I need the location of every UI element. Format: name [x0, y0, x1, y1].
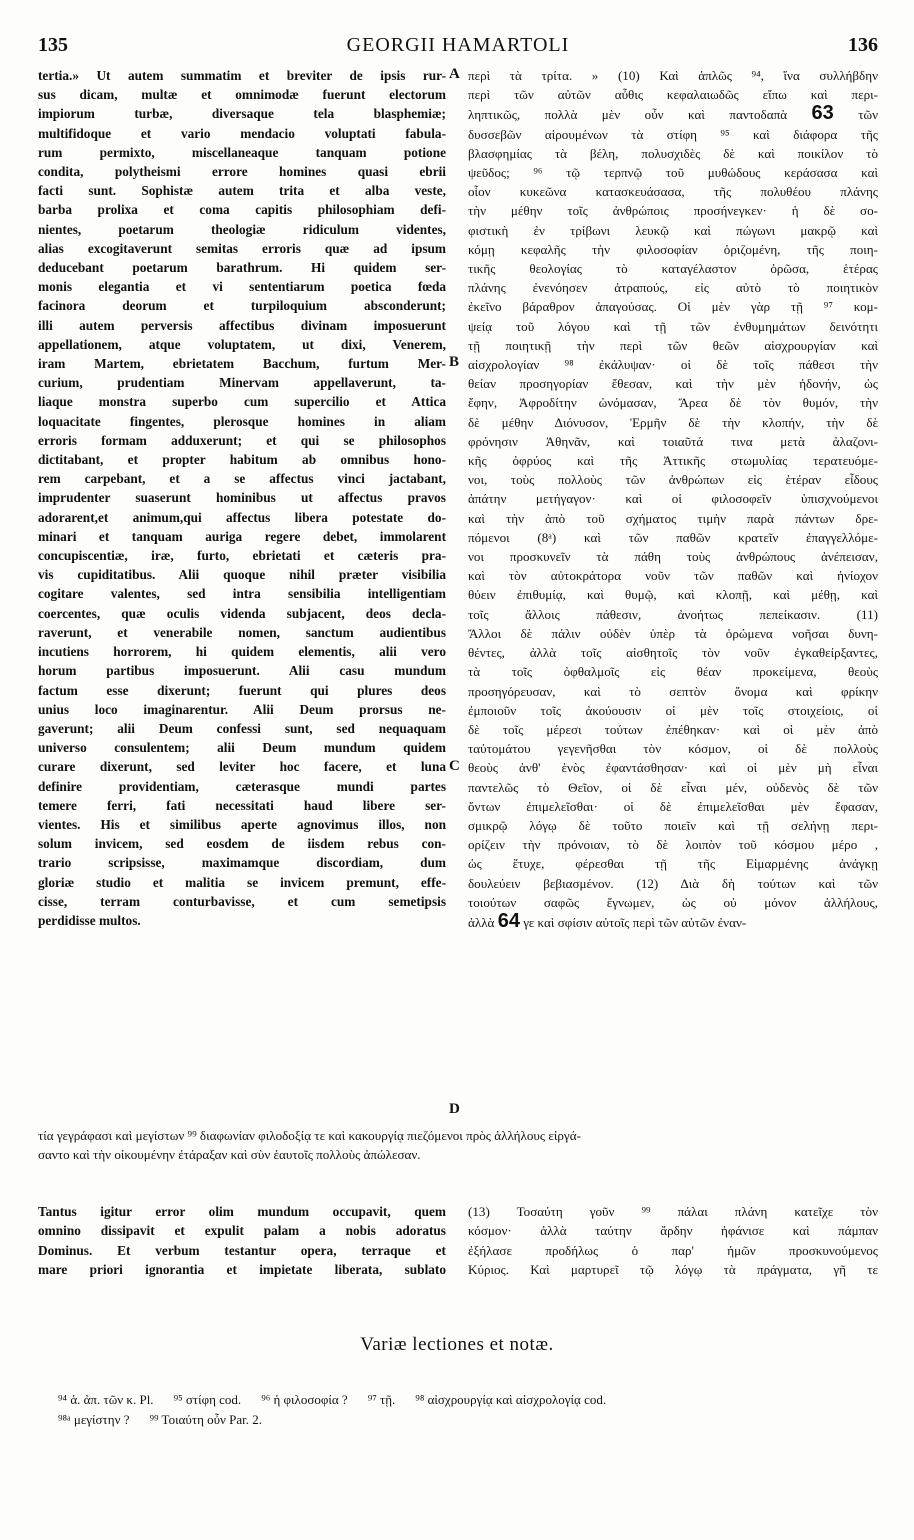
latin-text-line: liaque monstra superbo cum supercilio et Attica [38, 394, 446, 410]
page-header [38, 34, 878, 60]
greek-text-line: ἔφην, Ἀφροδίτην ὠνόμασαν, Ἄρεα δὲ τὸν θυμόν, τὴν [468, 395, 878, 411]
greek-text-line: σμικρῷ λόγῳ δὲ τοῦτο ποιεῖν καὶ τῇ σελήνῃ περι- [468, 817, 878, 833]
latin-text-line: cogitare valentes, sed intra sensibilia intelligentiam [38, 586, 446, 602]
latin-text-line: minari et tanquam auriga regere debet, immolarent [38, 528, 446, 544]
greek-text-line: ψεῦδος; ⁹⁶ τῷ τερπνῷ τοῦ μυθώδους κεράσασα καὶ [468, 165, 878, 181]
greek-text-line: προσηγόρευσαν, καὶ τὸ σεπτὸν ὄνομα καὶ φρίκην [468, 683, 878, 699]
page-mark: 64 [497, 911, 520, 932]
greek-lower-line: (13) Τοσαύτη γοῦν ⁹⁹ πάλαι πλάνη κατεῖχε τὸν [468, 1204, 878, 1219]
greek-text-line: θύειν ἐπιθυμίᾳ, καὶ θυμῷ, καὶ κλοπῇ, καὶ μέθῃ, καὶ [468, 587, 878, 603]
greek-wide-text [38, 1126, 878, 1164]
latin-text-line: temere ferri, fati necessitati haud libere ser- [38, 797, 446, 813]
latin-text-line: tertia.» Ut autem summatim et breviter de ipsis rur- [38, 68, 446, 83]
latin-text-line: dictitabant, et propter habitum ab omnibus hono- [38, 452, 446, 468]
latin-text-line: factum esse dixerunt; fuerunt qui plures deos [38, 682, 446, 698]
greek-text-line: δὲ μέθην Διόνυσον, Ἑρμῆν δὲ τὴν κλοπήν, τὴν δὲ [468, 414, 878, 430]
page-number-right: 136 [848, 34, 878, 56]
greek-text-line: νοι προσκυνεῖν τὰ πάθη τοὺς ἀνθρώπους ἀνέπεισαν, [468, 549, 878, 565]
latin-text-line: incutiens horrorem, hi quidem elementis, alii vero [38, 644, 446, 660]
greek-text-line: τὰ τοῖς ὀφθαλμοῖς εἰς θέαν προκείμενα, θεοὺς [468, 664, 878, 680]
latin-text-line: rem carpebant, et a se affectus vinci jactabant, [38, 471, 446, 487]
greek-text-line: δουλεύειν βεβιασμένον. (12) Διὰ δὴ τούτων καὶ τῶν [468, 875, 878, 891]
latin-text-line: loquacitate fingentes, plerosque homines in aliam [38, 413, 446, 429]
footnote-entry: ⁹⁹ Τοιαύτη οὖν Par. 2. [149, 1412, 263, 1427]
latin-text-line: deducebant poetarum barathrum. Hi quidem ser- [38, 260, 446, 276]
latin-text-line: raverunt, et venerabile nomen, sanctum audientibus [38, 624, 446, 640]
latin-text-line: condita, polytheismi errore homines quasi ebrii [38, 164, 446, 180]
greek-text-line: νοι, τοὺς πολλοὺς τῶν ἀνθρώπων εἰς ἑτέραν εἶδους [468, 472, 878, 488]
latin-lower-line: Tantus igitur error olim mundum occupavit, quem [38, 1204, 446, 1219]
latin-column-lower [38, 1202, 446, 1280]
section-marker-b: B [449, 354, 460, 370]
footnote-entry: ⁹⁷ τῇ. [367, 1392, 396, 1407]
footnote-entry: ⁹⁴ ἁ. ἀπ. τῶν κ. Pl. [58, 1392, 154, 1407]
latin-text-line: gloriæ studio et malitia se invicem premunt, effe- [38, 874, 446, 890]
latin-text-line: facti sunt. Sophistæ autem trita et alba veste, [38, 183, 446, 199]
page-number-left: 135 [38, 34, 68, 56]
greek-text-line: οἷον κυκεῶνα κατασκευάσασα, τῆς πολυθέου πλάνης [468, 184, 878, 200]
latin-text-line: alias excogitaverunt semitas erroris quæ ad ipsum [38, 240, 446, 256]
latin-text-line: monis elegantia et vi sententiarum poetica fœda [38, 279, 446, 295]
latin-text-line: trario scripsisse, maximamque discordiam, dum [38, 855, 446, 871]
greek-text-line: αἰσχρολογίαν ⁹⁸ ἐκάλυψαν· οἱ δὲ τοῖς πάθεσι τὴν [468, 357, 878, 373]
footnotes-line-1 [58, 1390, 888, 1410]
greek-text-line: καὶ τὴν ἀπὸ τοῦ σχήματος τιμὴν παρὰ πάντων δρε- [468, 510, 878, 526]
latin-text-line: barba prolixa et coma capitis philosophiam defi- [38, 202, 446, 218]
latin-text-line: adorarent,et animum,qui affectus libera potestate do- [38, 509, 446, 525]
page-mark: 63 [811, 104, 834, 125]
section-marker-c: C [449, 758, 460, 774]
latin-column [38, 66, 446, 930]
greek-text-line: δὲ τοῖς μέρεσι τούτων ἐπέθηκαν· καὶ οἱ μὲν ἀπὸ [468, 721, 878, 737]
greek-text-line: ἀλλὰ 64 γε καὶ σφίσιν αὐτοῖς περὶ τῶν αὐτῶν ἐναν- [468, 911, 747, 932]
greek-text-line: πλάνης ἐνενόησεν ἀτραπούς, εἰς αὐτὸ τὸ ποιητικὸν [468, 280, 878, 296]
greek-text-line: πόμενοι (8ᵃ) καὶ τῶν παθῶν κρατεῖν ἐπαγγελλόμε- [468, 529, 878, 545]
greek-text-line: ληπτικῶς, πολλὰ μὲν οὖν καὶ παντοδαπὰ 63 τῶν [468, 104, 878, 125]
greek-text-line: ταὐτομάτου γεγενῆσθαι τὸν κόσμον, οἱ δὲ πολλοὺς [468, 741, 878, 757]
greek-text-line: θείαν προσηγορίαν ἔθεσαν, καὶ τὴν μὲν ἡδονήν, ὡς [468, 376, 878, 392]
latin-lower-line: Dominus. Et verbum testantur opera, terraque et [38, 1242, 446, 1258]
latin-text-line: sus dicam, multæ et omnimodæ fuerunt electorum [38, 87, 446, 103]
latin-text-line: appellationem, atque voluptatem, ut dixi, Venerem, [38, 336, 446, 352]
latin-text-line: universo consulentem; alii Deum mundum quidem [38, 740, 446, 756]
latin-text-line: imprudenter suaserunt hominibus ut affectus pravos [38, 490, 446, 506]
latin-text-line: impiorum turbæ, diversaque tela blasphemiæ; [38, 106, 446, 122]
footnotes [58, 1390, 888, 1430]
greek-text-line: ὄντων ἐπιμελεῖσθαι· οἱ δὲ ἐπιμελεῖσθαι μὲν ἔφασαν, [468, 798, 878, 814]
greek-text-line: τῇ ποιητικῇ τὴν περὶ τῶν θεῶν αἰσχρουργίαν καὶ [468, 337, 878, 353]
latin-text-line: rum permixto, miscellaneaque tanquam potione [38, 144, 446, 160]
greek-wide-line: τία γεγράφασι καὶ μεγίστων ⁹⁹ διαφωνίαν φιλοδοξίᾳ τε καὶ κακουργίᾳ πιεζόμενοι πρὸς ἀλλήλους εἰργά- [38, 1128, 581, 1143]
greek-text-line: τικῆς θεολογίας τὸ καταγέλαστον ὁρῶσα, ἑτέρας [468, 261, 878, 277]
footnotes-line-2 [58, 1410, 888, 1430]
latin-text-line: horum partibus imposuerunt. Alii casu mundum [38, 663, 446, 679]
section-marker-a: A [449, 66, 460, 82]
greek-text-line: θέντες, ἀλλὰ τοῖς αἰσθητοῖς τὸν νοῦν ἐγκαθείρξαντες, [468, 645, 878, 661]
footnote-entry: ⁹⁶ ἡ φιλοσοφία ? [261, 1392, 348, 1407]
greek-text-line: φιστικὴ ἐν τρίβωνι λευκῷ καὶ πώγωνι μακρῷ καὶ [468, 222, 878, 238]
greek-text-line: ἐμποιοῦν τοῖς ἀκούουσιν οἱ μὲν τοῖς στοιχείοις, οἱ [468, 702, 878, 718]
greek-text-line: καὶ τὸν αὐτοκράτορα νοῦν τῶν παθῶν καὶ ἡνίοχον [468, 568, 878, 584]
latin-text-line: curium, prudentiam Minervam appellaverunt, ta- [38, 375, 446, 391]
latin-text-line: iram Martem, ebrietatem Bacchum, furtum Mer- [38, 356, 446, 372]
latin-lower-line: mare priori ignorantia et impietate liberata, sublato [38, 1262, 446, 1278]
latin-text-line: coercentes, quæ oculis videnda subjacent, deos decla- [38, 605, 446, 621]
greek-text-line: ἐκεῖνο βάραθρον ἀπαγούσας. Οἱ μὲν γὰρ τῇ ⁹⁷ κομ- [468, 299, 878, 315]
greek-wide-line: σαντο καὶ τὴν οἰκουμένην ἐτάραξαν καὶ σὺν ἑαυτοῖς πολλοὺς ἀπώλεσαν. [38, 1147, 421, 1163]
latin-text-line: solum invicem, sed eosdem de iisdem rebus con- [38, 836, 446, 852]
latin-text-line: definire providentiam, cæterasque mundi partes [38, 778, 446, 794]
greek-column [468, 66, 878, 932]
greek-text-line: τὴν μέθην τοῖς ἀνθρώποις προσήνεγκεν· ἡ δὲ σο- [468, 203, 878, 219]
footnote-entry: ⁹⁸ᵃ μεγίστην ? [58, 1412, 130, 1427]
greek-lower-line: κόσμον· ἀλλὰ ταύτην ἄρδην ἠφάνισε καὶ πάμπαν [468, 1223, 878, 1239]
running-title: GEORGII HAMARTOLI [346, 34, 570, 56]
latin-text-line: unius loco imaginarentur. Alii Deum prorsus ne- [38, 701, 446, 717]
latin-text-line: curare dixerunt, sed leviter hoc facere, et luna [38, 759, 446, 775]
latin-text-line: nientes, poetarum theologiæ ridiculum videntes, [38, 221, 446, 237]
greek-text-line: δυσσεβῶν αἱρουμένων τὰ στίφη ⁹⁵ καὶ διάφορα τῆς [468, 126, 878, 142]
latin-text-line: facinora deorum et turpiloquium absconderunt; [38, 298, 446, 314]
section-marker-d: D [449, 1101, 460, 1117]
latin-lower-line: omnino dissipavit et expulit palam a nobis adoratus [38, 1223, 446, 1239]
greek-text-line: τοιούτων σαφῶς ἔγνωμεν, ὡς οὐ μόνον ἀλλήλους, [468, 894, 878, 910]
latin-text-line: erroris formam adduxerunt; et qui se philosophos [38, 432, 446, 448]
latin-text-line: vis cupiditatibus. Alii quoque nihil præter visibilia [38, 567, 446, 583]
greek-lower-line: Κύριος. Καὶ μαρτυρεῖ τῷ λόγῳ τὰ πράγματα, γῆ τε [468, 1262, 878, 1278]
greek-text-line: φρόνησιν Ἀθηνᾶν, καὶ τοιαῦτά τινα μετὰ ἀλαζονι- [468, 433, 878, 449]
greek-text-line: κῆς ὀφρύος καὶ τῆς Ἀττικῆς στωμυλίας τερατευόμε- [468, 453, 878, 469]
footnote-entry: ⁹⁵ στίφη cod. [173, 1392, 242, 1407]
greek-column-lower [468, 1202, 878, 1280]
latin-text-line: multifidoque et vario mendacio voluptati fabula- [38, 125, 446, 141]
notes-heading: Variæ lectiones et notæ. [360, 1334, 554, 1355]
latin-text-line: illi autem perversis affectibus divinam imposuerunt [38, 317, 446, 333]
greek-text-line: Ἄλλοι δὲ πάλιν οὐδὲν ὑπὲρ τὰ ὁρώμενα νοῆσαι δυνη- [468, 625, 878, 641]
latin-text-line: gaverunt; alii Deum confessi sunt, sed nequaquam [38, 720, 446, 736]
latin-text-line: vientes. His et similibus aperte agnovimus illos, non [38, 816, 446, 832]
latin-text-line: perdidisse multos. [38, 912, 141, 928]
latin-text-line: cisse, terram conturbavisse, et cum semetipsis [38, 893, 446, 909]
greek-text-line: τοῖς ἄλλοις πάθεσιν, ἀνοήτως πεπείκασιν. (11) [468, 606, 878, 622]
greek-text-line: κόμῃ κεφαλῆς τὴν φιλοσοφίαν ὁριζομένη, τῆς ποιη- [468, 241, 878, 257]
greek-text-line: θεοὺς ἀνθ' ἑνὸς ἐφαντάσθησαν· καὶ οἱ μὲν μὴ εἶναι [468, 760, 878, 776]
greek-text-line: παντελῶς τὸ Θεῖον, οἱ δὲ εἶναι μέν, οὐδενὸς δὲ τῶν [468, 779, 878, 795]
footnote-entry: ⁹⁸ αἰσχρουργίᾳ καὶ αἰσχρολογίᾳ cod. [415, 1392, 607, 1407]
latin-text-line: concupiscentiæ, iræ, furto, ebrietati et cæteris pra- [38, 548, 446, 564]
greek-text-line: βλασφημίας τὰ βέλη, πολυσχιδὲς δὲ καὶ ποικίλον τὸ [468, 145, 878, 161]
greek-text-line: ψείᾳ τοῦ λόγου καὶ τῇ τῶν ἐνθυμημάτων δεινότητι [468, 318, 878, 334]
greek-text-line: ὡς ἔτυχε, φέρεσθαι τῇ τῆς Εἱμαρμένης ἀνάγκῃ [468, 856, 878, 872]
greek-text-line: ἀπάτην μετήγαγον· καὶ οἱ φιλοσοφεῖν ὑπισχνούμενοι [468, 491, 878, 507]
greek-text-line: περὶ τῶν αὐτῶν αὖθις κεφαλαιωδῶς εἴπω καὶ περι- [468, 87, 878, 103]
greek-text-line: ορίζειν τὴν πρόνοιαν, τὸ δὲ λοιπὸν τοῦ κόσμου μέρο , [468, 837, 878, 853]
greek-text-line: περὶ τὰ τρίτα. » (10) Καὶ ἁπλῶς ⁹⁴, ἵνα συλλήβδην [468, 68, 878, 83]
greek-lower-line: ἐξήλασε προδήλως ὁ παρ' ἡμῶν προσκυνούμενος [468, 1242, 878, 1258]
